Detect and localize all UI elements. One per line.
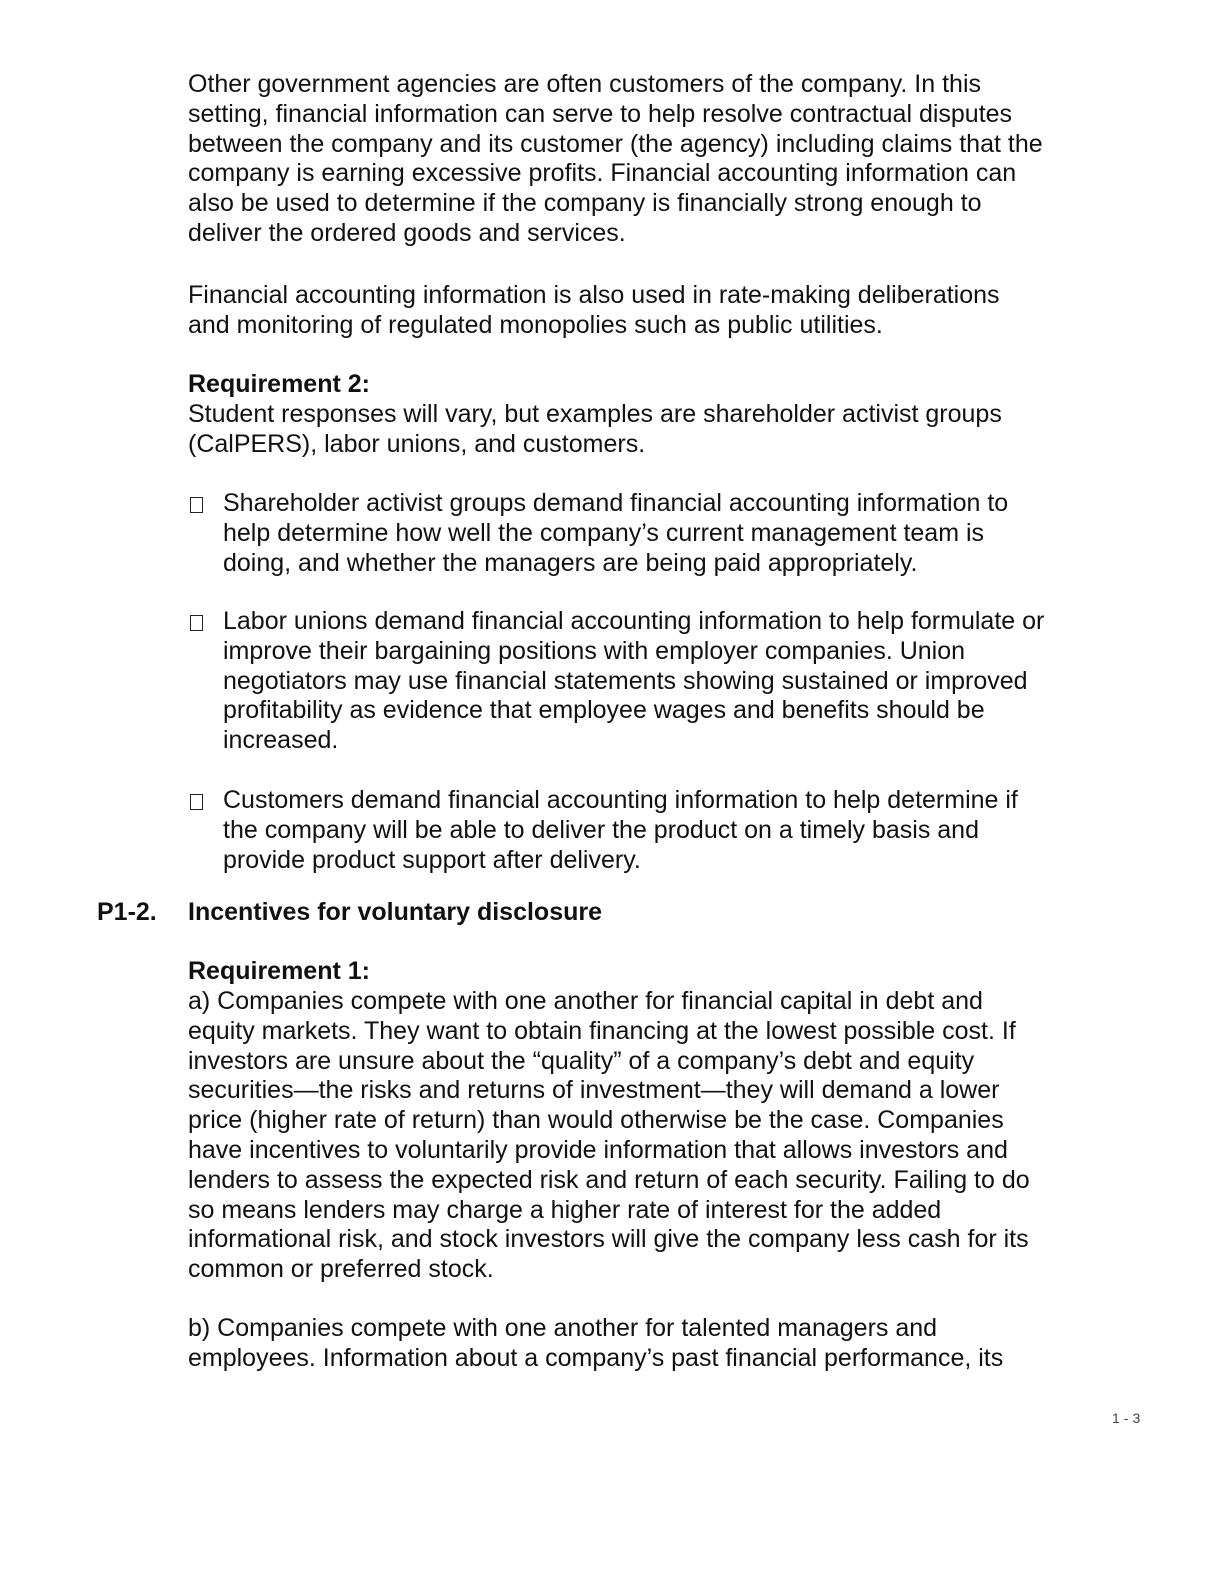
requirement-2-intro: Student responses will vary, but examples are shareholder activist groups (CalPERS), labor unions, and customers. bbox=[188, 400, 1002, 458]
problem-title: Incentives for voluntary disclosure bbox=[188, 898, 603, 926]
bullet-box-icon bbox=[190, 497, 203, 513]
paragraph-government-agencies: Other government agencies are often customers of the company. In this setting, financial information can serve to help resolve contractual disputes between the company and its customer (the agency) including claims that the company is earning excessive profits. Financial accounting information can also be used to determine if the company is financially strong enough to deliver the ordered goods and services. bbox=[188, 70, 1043, 247]
bullet-text: Customers demand financial accounting information to help determine if the company will be able to deliver the product on a timely basis and provide product support after delivery. bbox=[223, 786, 1018, 874]
requirement-2-heading: Requirement 2: bbox=[188, 370, 370, 398]
bullet-box-icon bbox=[190, 615, 203, 631]
requirement-1-part-a: a) Companies compete with one another for financial capital in debt and equity markets. They want to obtain financing at the lowest possible cost. If investors are unsure about the “quality” of a company’s debt and equity securities—the risks and returns of investment—they will demand a lower price (higher rate of return) than would otherwise be the case. Companies have incentives to voluntarily provide information that allows investors and lenders to assess the expected risk and return of each security. Failing to do so means lenders may charge a higher rate of interest for the added informational risk, and stock investors will give the company less cash for its common or preferred stock. bbox=[188, 987, 1030, 1284]
page-number: 1-3 bbox=[1112, 1410, 1145, 1426]
bullet-text: Labor unions demand financial accounting information to help formulate or improve their bargaining positions with employer companies. Union negotiators may use financial statements showing sustained or improved profitability as evidence that employee wages and benefits should be increased. bbox=[223, 607, 1045, 755]
bullet-text: Shareholder activist groups demand financial accounting information to help determine how well the company’s current management team is doing, and whether the managers are being paid appropriately. bbox=[223, 489, 1009, 577]
requirement-1-heading: Requirement 1: bbox=[188, 957, 370, 985]
problem-number: P1-2. bbox=[97, 898, 157, 926]
bullet-box-icon bbox=[190, 794, 203, 810]
paragraph-rate-making: Financial accounting information is also used in rate-making deliberations and monitoring of regulated monopolies such as public utilities. bbox=[188, 281, 1000, 339]
requirement-1-part-b: b) Companies compete with one another for talented managers and employees. Information about a company’s past financial performance, its bbox=[188, 1314, 1004, 1372]
